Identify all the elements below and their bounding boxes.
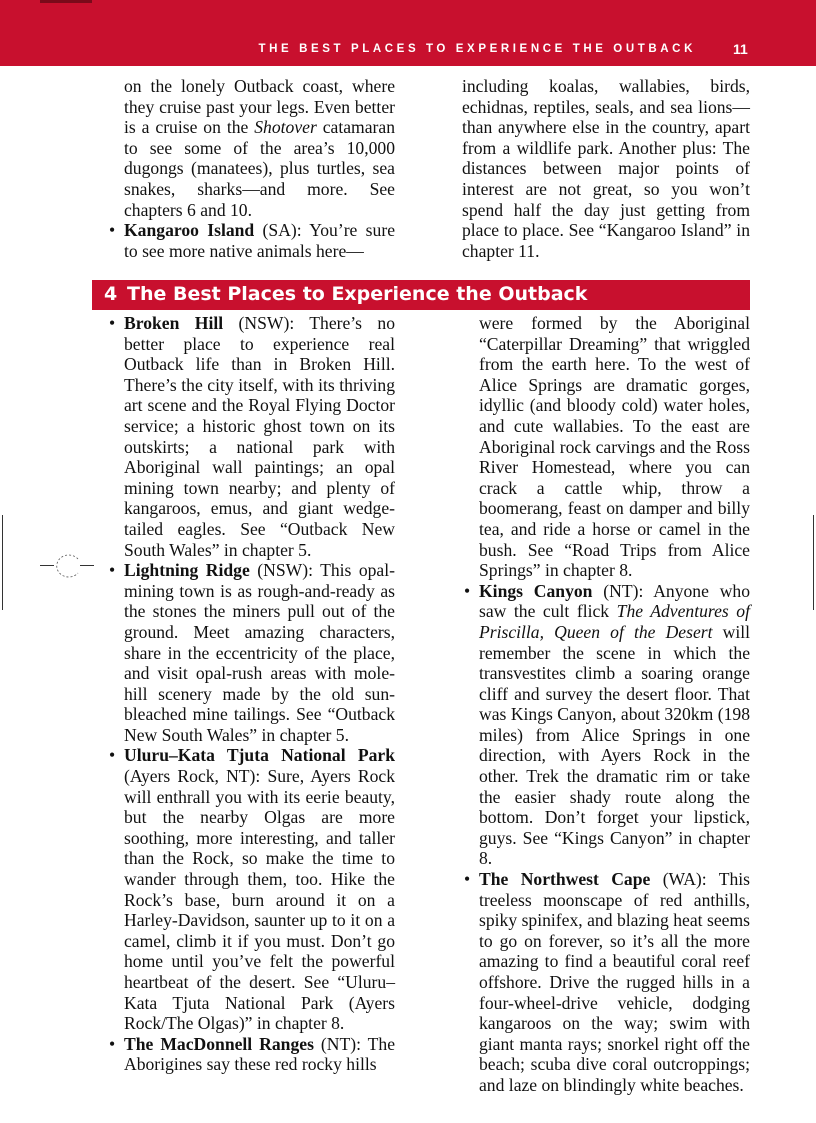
list-item-uluru (107, 745, 395, 1033)
text-run: catamaran to see some of the area’s 10,000 dugongs (manatees), plus turtles, sea snakes, sharks—and more. See chapters 6 and 10. (124, 117, 395, 220)
place-description: (NT): The Aborigines say these red rocky hills (124, 1033, 396, 1075)
text-run: on the lonely Outback coast, where they cruise past your legs. Even better is a cruise on the (124, 76, 395, 138)
film-title: The Adventures of Priscilla, Queen of the Desert (479, 601, 750, 642)
registration-mark-dash-right (80, 565, 94, 566)
place-description: (NSW): There’s no better place to experience real Outback life than in Broken Hill. There’s the city itself, with its thriving art scene and the Royal Flying Doctor service; a historic ghost town on its outskirts; a national park with Aboriginal wall paintings; an opal mining town nearby; and plenty of kangaroos, emus, and giant wedge-tailed eagles. See “Outback New South Wales” in chapter 5. (124, 313, 395, 560)
section-title: The Best Places to Experience the Outback (127, 283, 588, 305)
place-description: (NSW): This opal-mining town is as rough-and-ready as the stones the miners pull out of the ground. Meet amazing characters, share in the eccentricity of the place, and visit opal-rush areas with mole-hill scenery made by the old sun-bleached mine tailings. See “Outback New South Wales” in chapter 5. (124, 560, 395, 745)
place-name: Kangaroo Island (124, 220, 255, 241)
place-name: Lightning Ridge (124, 560, 250, 581)
body-left-column (107, 313, 395, 1075)
place-description: (Ayers Rock, NT): Sure, Ayers Rock will enthrall you with its eerie beauty, but the nearby Olgas are more soothing, more interesting, and taller than the Rock, so make the time to wander through them, too. Hike the Rock’s base, burn around it on a Harley-Davidson, saunter up to it on a camel, climb it if you must. Don’t go home until you’ve felt the powerful heartbeat of the desert. See “Uluru–Kata Tjuta National Park (Ayers Rock/The Olgas)” in chapter 8. (124, 766, 395, 1034)
bullet-list (107, 220, 395, 261)
list-item-kangaroo-island (107, 220, 395, 261)
running-head: THE BEST PLACES TO EXPERIENCE THE OUTBACK (258, 43, 696, 55)
place-name: The Northwest Cape (479, 869, 651, 890)
registration-mark-circle (52, 553, 80, 579)
top-right-column (462, 76, 750, 261)
section-heading (92, 280, 750, 310)
top-left-column (107, 76, 395, 261)
bullet-list (462, 581, 750, 1096)
shotover-title: Shotover (254, 117, 317, 138)
list-item-lightning-ridge (107, 560, 395, 745)
list-item-broken-hill (107, 313, 395, 560)
place-description: (SA): You’re sure to see more native animals here— (124, 220, 395, 261)
place-description: (NT): Anyone who saw the cult flick (479, 580, 750, 622)
registration-mark-right-vertical (813, 515, 814, 610)
header-tab-mark (40, 0, 92, 3)
place-name: Kings Canyon (479, 580, 593, 601)
list-item-macdonnell-ranges (107, 1034, 395, 1075)
macdonnell-continuation: were formed by the Aboriginal “Caterpillar Dreaming” that wriggled from the earth here. To the west of Alice Springs are dramatic gorges, idyllic (and bloody cold) water holes, and cute wallabies. To the east are Aboriginal rock carvings and the Ross River Homestead, where you can crack a cattle whip, throw a boomerang, feast on damper and billy tea, and ride a horse or camel in the bush. See “Road Trips from Alice Springs” in chapter 8. (479, 313, 750, 581)
place-description: will remember the scene in which the transvestites climb a soaring orange cliff and survey the desert floor. That was Kings Canyon, about 320km (198 miles) from Alice Springs in one direction, with Ayers Rock in the other. Trek the dramatic rim or take the easier shady route along the bottom. Don’t forget your lipstick, guys. See “Kings Canyon” in chapter 8. (479, 621, 750, 869)
list-item-northwest-cape (462, 869, 750, 1096)
bullet-list (107, 313, 395, 1075)
place-name: Broken Hill (124, 313, 224, 333)
list-item-kings-canyon (462, 581, 750, 869)
page-header-band (0, 0, 816, 66)
section-number: 4 (104, 283, 118, 305)
registration-mark-left-vertical (2, 515, 3, 610)
place-description: (WA): This treeless moonscape of red anthills, spiky spinifex, and blazing heat seems to go on forever, so it’s all the more amazing to find a beautiful coral reef offshore. Drive the rugged hills in a four-wheel-drive vehicle, dodging kangaroos on the way; swim with giant manta rays; snorkel right off the beach; scuba dive coral outcroppings; and laze on blindingly white beaches. (479, 869, 750, 1095)
body-right-column (462, 313, 750, 1096)
place-name: Uluru–Kata Tjuta National Park (124, 745, 395, 766)
kangaroo-island-continuation: including koalas, wallabies, birds, echidnas, reptiles, seals, and sea lions—than anywhere else in the country, apart from a wildlife park. Another plus: The distances between major points of interest are not great, so you won’t spend half the day just getting from place to place. See “Kangaroo Island” in chapter 11. (462, 76, 750, 261)
place-name: The MacDonnell Ranges (124, 1033, 314, 1054)
shotover-paragraph (107, 76, 395, 220)
page-number: 11 (733, 41, 748, 57)
